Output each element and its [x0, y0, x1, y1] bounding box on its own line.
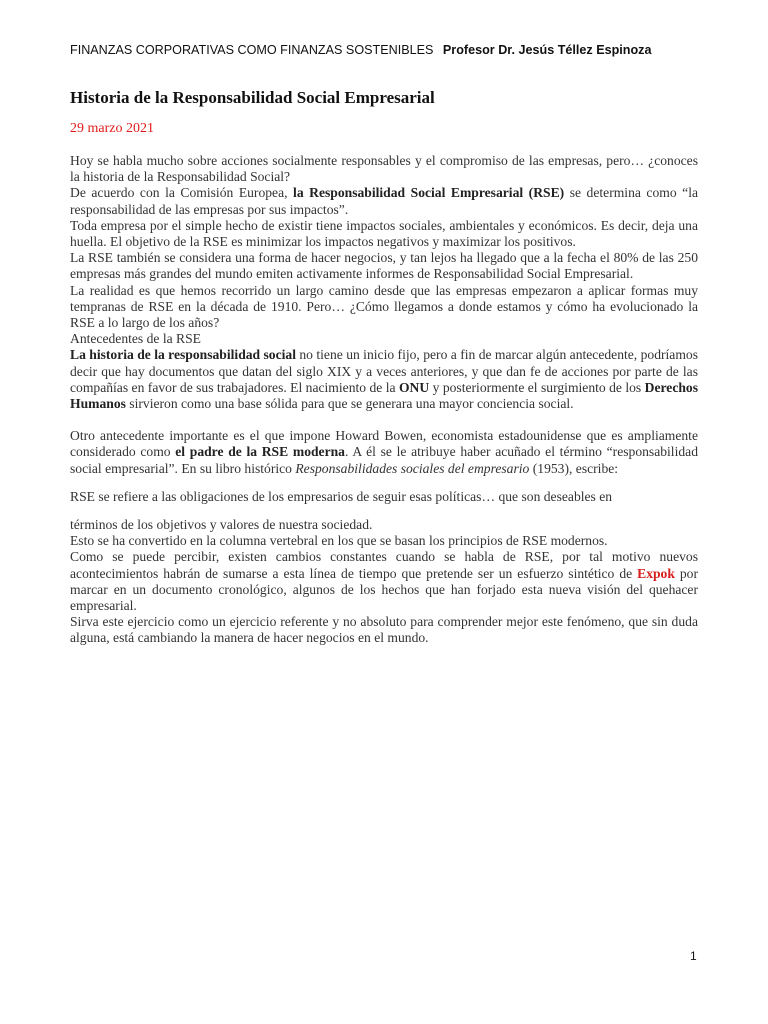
article-body: [70, 153, 698, 647]
article-date: 29 marzo 2021: [70, 121, 154, 136]
course-title: FINANZAS CORPORATIVAS COMO FINANZAS SOSTENIBLES: [70, 43, 434, 57]
text-run: Como se puede percibir, existen cambios constantes cuando se habla de RSE, por tal motivo nuevos acontecimientos habrán de sumarse a esta línea de tiempo que pretende ser un esfuerzo sintético de: [70, 549, 698, 581]
article-title: Historia de la Responsabilidad Social Empresarial: [70, 88, 435, 107]
paragraph-definition: [70, 185, 698, 217]
bold-term-rse: la Responsabilidad Social Empresarial (RSE): [293, 185, 565, 201]
text-run: sirvieron como una base sólida para que se generara una mayor conciencia social.: [125, 396, 574, 412]
book-title: Responsabilidades sociales del empresario: [295, 460, 530, 476]
text-run: no tiene un inicio fijo, pero a fin de marcar algún antecedente, podríamos decir que hay documentos que datan del siglo XIX y a veces anteriores, y que dan fe de acciones por parte de las compañías en favor de sus trabajadores. El nacimiento de la: [70, 347, 698, 395]
paragraph-history: [70, 347, 698, 412]
paragraph-intro: Hoy se habla mucho sobre acciones socialmente responsables y el compromiso de las empresas, pero… ¿conoces la historia de la Responsabilidad Social?: [70, 153, 698, 185]
page-header: [70, 43, 710, 57]
text-run: por marcar en un documento cronológico, algunos de los hechos que han forjado esta nueva visión del quehacer empresarial.: [70, 565, 698, 614]
text-run: De acuerdo con la Comisión Europea,: [70, 185, 294, 201]
paragraph-impacts: Toda empresa por el simple hecho de existir tiene impactos sociales, ambientales y económicos. Es decir, deja una huella. El objetivo de la RSE es minimizar los impactos negativos y maximizar los positivos.: [70, 217, 698, 250]
quote-line-1: RSE se refiere a las obligaciones de los empresarios de seguir esas políticas… que son deseables en: [70, 488, 613, 504]
paragraph-business: La RSE también se considera una forma de hacer negocios, y tan lejos ha llegado que a la fecha el 80% de las 250 empresas más grandes del mundo emiten activamente informes de Responsabilidad Social Empresarial.: [70, 250, 698, 282]
text-run: se determina como “la responsabilidad de las empresas por sus impactos”.: [70, 185, 699, 217]
text-run: y posteriormente el surgimiento de los: [429, 379, 645, 395]
bold-onu: ONU: [398, 379, 430, 395]
section-subheading: Antecedentes de la RSE: [70, 331, 201, 347]
page-number: 1: [690, 949, 697, 963]
text-run: (1953), escribe:: [529, 460, 619, 476]
bold-father-rse: el padre de la RSE moderna: [175, 444, 345, 460]
text-run: Otro antecedente importante es el que impone Howard Bowen, economista estadounidense que es ampliamente considerado como: [70, 428, 698, 460]
paragraph-bowen: [70, 428, 698, 477]
expok-link[interactable]: Expok: [637, 565, 675, 581]
paragraph-reality: La realidad es que hemos recorrido un largo camino desde que las empresas empezaron a aplicar formas muy tempranas de RSE en la década de 1910. Pero… ¿Cómo llegamos a donde estamos y cómo ha evolucionado la RSE a lo largo de los años?: [70, 282, 698, 331]
paragraph-closing: Sirva este ejercicio como un ejercicio referente y no absoluto para comprender mejor este fenómeno, que sin duda alguna, está cambiando la manera de hacer negocios en el mundo.: [70, 614, 698, 646]
text-run: . A él se le atribuye haber acuñado el término “responsabilidad social empresarial”. En su libro histórico: [70, 444, 698, 476]
bold-history: La historia de la responsabilidad social: [70, 347, 296, 363]
paragraph-backbone: Esto se ha convertido en la columna vertebral en los que se basan los principios de RSE modernos.: [70, 533, 608, 549]
bold-human-rights: Derechos Humanos: [70, 379, 698, 412]
professor-name: Profesor Dr. Jesús Téllez Espinoza: [442, 43, 652, 57]
quote-line-2: términos de los objetivos y valores de nuestra sociedad.: [70, 517, 373, 533]
paragraph-changes: [70, 549, 698, 614]
